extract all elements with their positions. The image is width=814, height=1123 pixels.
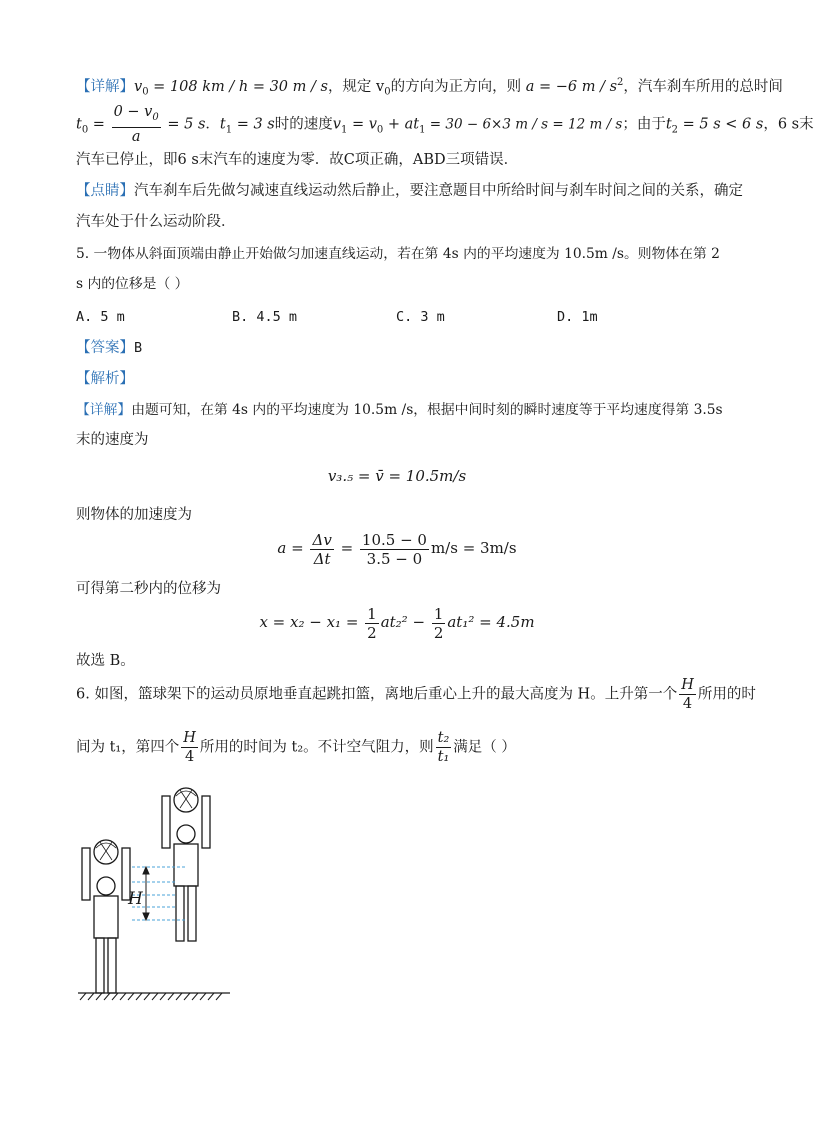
q5-option-c: C. 3 m — [396, 309, 445, 325]
q5-equation-1: v₃.₅ = v̄ = 10.5m/s — [327, 467, 467, 485]
q5-stem-1: 5. 一物体从斜面顶端由静止开始做匀加速直线运动，若在第 4s 内的平均速度为 10.5m /s。则物体在第 2 — [76, 246, 720, 262]
point-tag: 【点睛】 — [76, 183, 134, 199]
q5-analysis-tag: 【解析】 — [76, 371, 134, 387]
q6-stem-2: 间为 t₁，第四个 $\frac{H}{4}$ 所用的时间为 t₂。不计空气阻力，则 $\frac{\text{t₂}}{\text{t₁}}$ 满足（ ） — [76, 730, 516, 765]
point-line-2: 汽车处于什么运动阶段． — [76, 214, 236, 230]
detail-tag: 【详解】 — [76, 78, 134, 95]
point-line-1: 【点睛】汽车刹车后先做匀减速直线运动然后静止，要注意题目中所给时间与刹车时间之间的关系，确定 — [76, 183, 743, 199]
q6-stem-1: 6. 如图，篮球架下的运动员原地垂直起跳扣篮，离地后重心上升的最大高度为 H。上升第一个 $\frac{H}{4}$ 所用的时 — [76, 677, 756, 712]
answer-tag: 【答案】 — [76, 340, 134, 356]
q5-option-b: B. 4.5 m — [232, 309, 298, 325]
q5-detail-1: 【详解】由题可知，在第 4s 内的平均速度为 10.5m /s，根据中间时刻的瞬时速度等于平均速度得第 3.5s — [76, 402, 723, 418]
sol4-line-2: $t_0$ = $\frac{0 - v_0}{a}$ = 5 s．$t_1 = 3$ s时的速度$v_1 = v_0 + at_1 = 30 - 6\times 3$ m / s = 12 m / s；由于$t_2 = 5$ s < 6 s，6 s末 — [76, 104, 814, 145]
q5-option-d: D. 1m — [557, 309, 598, 325]
sol4-line-3: 汽车已停止，即6 s末汽车的速度为零．故C项正确，ABD三项错误． — [76, 152, 519, 168]
q5-option-a: A. 5 m — [76, 309, 125, 325]
q5-conclusion: 故选 B。 — [76, 653, 135, 669]
fraction: $\frac{0 - v_0}{a}$ — [113, 104, 159, 145]
q5-equation-2: a = $\frac{\Delta v}{\Delta t}$ = $\frac{10.5 - 0}{3.5 - 0}$ m/s = 3m/s — [277, 530, 517, 568]
q5-equation-3: x = x₂ − x₁ = $\frac{1}{2}$ at₂² − $\frac{1}{2}$ at₁² = 4.5m — [259, 604, 535, 642]
basketball-jump-figure — [74, 782, 234, 1002]
height-label: H — [128, 889, 143, 909]
q5-answer: 【答案】B — [76, 340, 143, 356]
q5-stem-2: s 内的位移是（ ） — [76, 276, 189, 292]
q5-detail-4: 可得第二秒内的位移为 — [76, 581, 221, 597]
q5-detail-3: 则物体的加速度为 — [76, 507, 192, 523]
q5-detail-2: 末的速度为 — [76, 432, 149, 448]
sol4-line-1: 【详解】$v_0 = 108$ km / h = 30 m / s，规定 $v_0$的方向为正方向，则 a = −6 m / $s^2$，汽车刹车所用的总时间 — [76, 77, 783, 98]
